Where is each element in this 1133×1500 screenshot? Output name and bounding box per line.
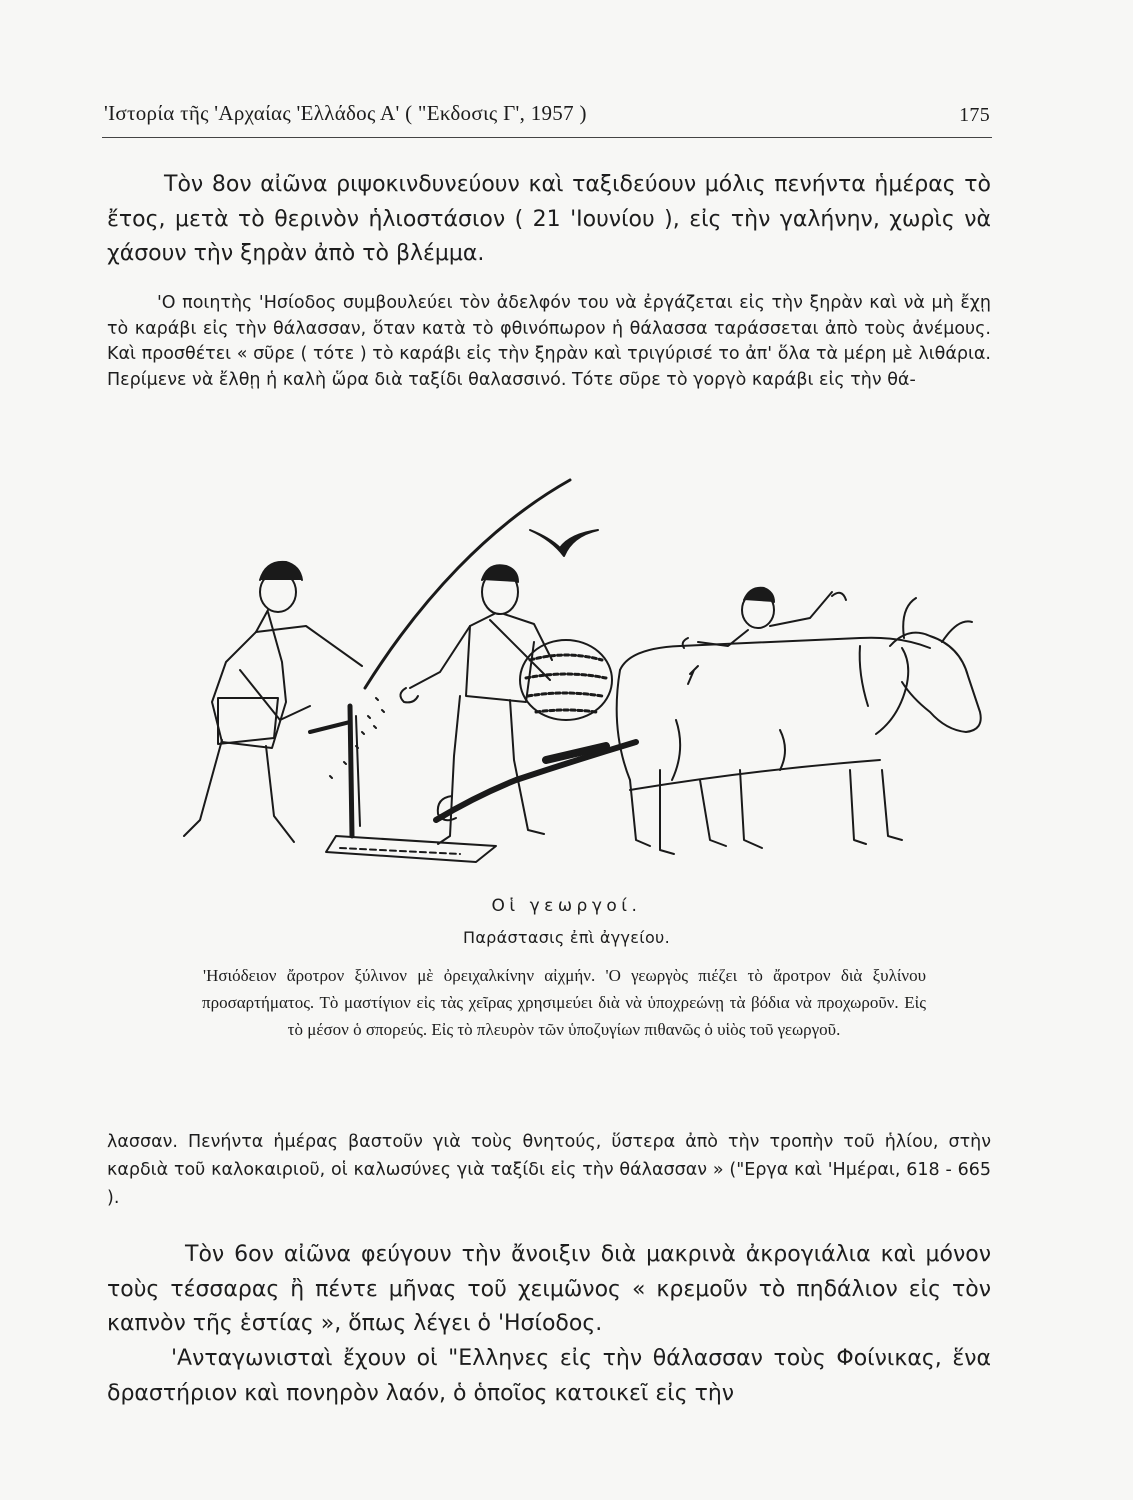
paragraph-hesiod-quote-end: λασσαν. Πενήντα ἡμέρας βαστοῦν γιὰ τοὺς θνητούς, ὕστερα ἀπὸ τὴν τροπὴν τοῦ ἡλίου, στὴν καρδιὰ τοῦ καλοκαιριοῦ, οἱ καλωσύνες γιὰ ταξίδι εἰς τὴν θάλασσαν » ("Εργα καὶ 'Ημέραι, 618 - 665 ). [107,1132,991,1208]
plowman-figure [184,562,362,842]
running-title: 'Ιστορία τῆς 'Αρχαίας 'Ελλάδος Α' ( "Εκδοσις Γ', 1957 ) [104,101,587,125]
caption-title: Οἱ γεωργοί. [491,896,642,916]
caption-body: 'Ησιόδειον ἄροτρον ξύλινον μὲ ὀρειχαλκίνην αἰχμήν. 'Ο γεωργὸς πιέζει τὸ ἄροτρον διὰ ξυλίνου προσαρτήματος. Τὸ μαστίγιον εἰς τὰς χεῖρας χρησιμεύει διὰ νὰ ὑποχρεώνῃ τὰ βόδια νὰ προχωροῦν. Εἰς τὸ μέσον ὁ σπορεύς. Εἰς τὸ πλευρὸν τῶν ὑποζυγίων πιθανῶς ὁ υἱὸς τοῦ γεωργοῦ. [202,966,926,1039]
oxen-pair [617,598,981,854]
page-number: 175 [959,104,990,126]
paragraph-6th-century: Τὸν 6ον αἰῶνα φεύγουν τὴν ἄνοιξιν διὰ μακρινὰ ἀκρογιάλια καὶ μόνον τοὺς τέσσαρας ἢ πέντε μῆνας τοῦ χειμῶνος « κρεμοῦν τὸ πηδάλιον εἰς τὸν καπνὸν τῆς ἑστίας », ὅπως λέγει ὁ 'Ησίοδος. [107,1242,991,1336]
bird-icon [530,530,598,556]
paragraph-phoenicians: 'Ανταγωνισταὶ ἔχουν οἱ "Ελληνες εἰς τὴν θάλασσαν τοὺς Φοίνικας, ἕνα δραστήριον καὶ πονηρὸν λαόν, ὁ ὁποῖος κατοικεῖ εἰς τὴν [107,1346,991,1406]
paragraph-hesiod-advice: 'Ο ποιητὴς 'Ησίοδος συμβουλεύει τὸν ἀδελφόν του νὰ ἐργάζεται εἰς τὴν ξηρὰν καὶ νὰ μὴ ἔχῃ τὸ καράβι εἰς τὴν θάλασσαν, ὅταν κατὰ τὸ φθινόπωρον ἡ θάλασσα ταράσσεται ἀπὸ τοὺς ἀνέμους. Καὶ προσθέτει « σῦρε ( τότε ) τὸ καράβι εἰς τὴν ξηρὰν καὶ τριγύρισέ το ἀπ' ὅλα τὰ μέρη μὲ λιθάρια. Περίμενε νὰ ἔλθῃ ἡ καλὴ ὥρα διὰ ταξίδι θαλασσινό. Τότε σῦρε τὸ γοργὸ καράβι εἰς τὴν θά- [107,293,991,390]
sower-figure [400,565,612,844]
running-header [104,101,990,126]
farmers-illustration [160,470,980,890]
plow [310,706,636,862]
header-rule [102,137,992,138]
paragraph-8th-century: Τὸν 8ον αἰῶνα ριψοκινδυνεύουν καὶ ταξιδεύουν μόλις πενήντα ἡμέρας τὸ ἔτος, μετὰ τὸ θερινὸν ἡλιοστάσιον ( 21 'Ιουνίου ), εἰς τὴν γαλήνην, χωρὶς νὰ χάσουν τὴν ξηρὰν ἀπὸ τὸ βλέμμα. [107,172,991,266]
caption-subtitle: Παράστασις ἐπὶ ἀγγείου. [463,928,670,947]
